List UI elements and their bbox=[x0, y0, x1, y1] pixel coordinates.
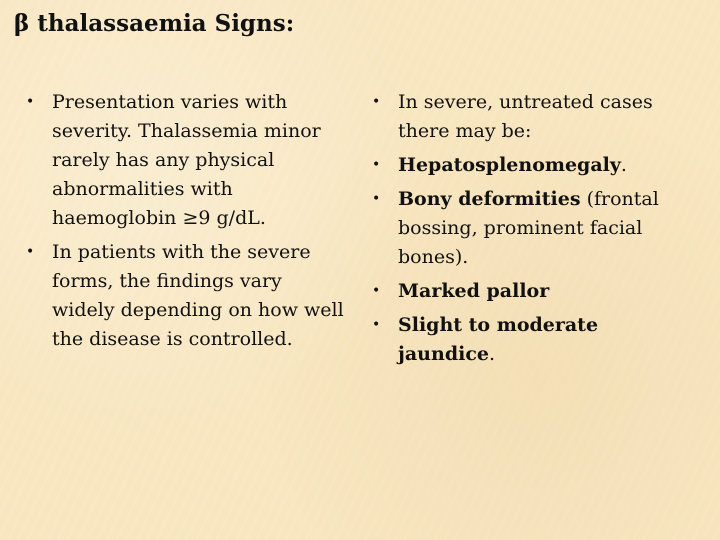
bullet-bold-text: Marked pallor bbox=[398, 280, 550, 302]
bullet-text: (frontal bossing, prominent facial bones). bbox=[398, 188, 659, 268]
bullet-text: Presentation varies with severity. Thalassemia minor rarely has any physical abnormalities with haemoglobin ≥9 g/dL. bbox=[52, 91, 321, 229]
bullet-icon: • bbox=[372, 317, 381, 333]
slide-title: β thalassaemia Signs: bbox=[14, 10, 295, 37]
bullet-icon: • bbox=[372, 283, 381, 299]
list-item bbox=[26, 238, 346, 354]
list-item bbox=[26, 88, 346, 233]
bullet-text: . bbox=[620, 154, 627, 176]
bullet-icon: • bbox=[26, 244, 35, 260]
right-bullet-list bbox=[372, 88, 697, 369]
bullet-text: . bbox=[488, 343, 496, 365]
bullet-bold-text: Slight to moderate jaundice bbox=[398, 314, 599, 365]
bullet-icon: • bbox=[372, 157, 381, 173]
bullet-bold-text: Bony deformities bbox=[398, 188, 581, 210]
bullet-text: In patients with the severe forms, the findings vary widely depending on how well the disease is controlled. bbox=[52, 241, 344, 350]
bullet-icon: • bbox=[26, 94, 35, 110]
bullet-icon: • bbox=[372, 94, 381, 110]
list-item bbox=[372, 151, 697, 180]
list-item bbox=[372, 311, 697, 369]
list-item bbox=[372, 185, 697, 272]
bullet-text: In severe, untreated cases there may be: bbox=[398, 91, 653, 142]
list-item bbox=[372, 277, 697, 306]
left-bullet-list bbox=[26, 88, 346, 354]
bullet-icon: • bbox=[372, 191, 381, 207]
bullet-bold-text: Hepatosplenomegaly bbox=[398, 154, 621, 176]
list-item bbox=[372, 88, 697, 146]
